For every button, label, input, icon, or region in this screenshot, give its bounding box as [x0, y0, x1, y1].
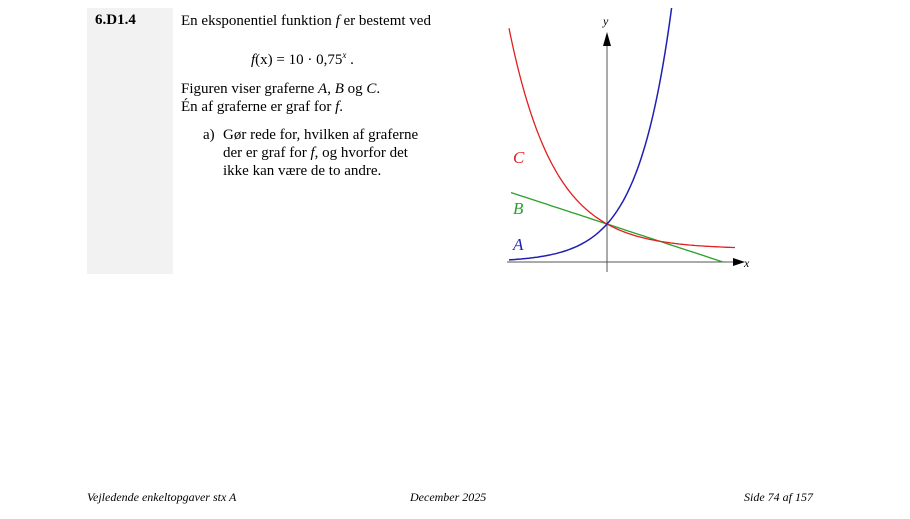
subquestion-label: a) — [203, 127, 215, 143]
function-formula: $f(x) = 10 \cdot 0,75^x$ . — [251, 50, 354, 68]
series-line-a — [509, 8, 715, 260]
task-text — [181, 12, 481, 179]
footer-page-number: Side 74 af 157 — [744, 490, 813, 504]
task-intro: En eksponentiel funktion f er bestemt ved — [181, 13, 431, 29]
task-id-column — [87, 8, 173, 274]
y-axis-label: y — [603, 14, 609, 28]
y-axis-arrow — [603, 32, 611, 46]
series-label-c: C — [513, 148, 525, 167]
x-axis-label: x — [744, 256, 750, 270]
series-line-c — [509, 28, 735, 247]
figure-description: Figuren viser graferne A, B og C. Én af graferne er graf for f. — [181, 81, 381, 115]
graph-figure — [495, 8, 760, 278]
series-line-b — [511, 193, 723, 262]
footer-date: December 2025 — [410, 490, 487, 504]
series-label-a: A — [513, 235, 524, 254]
task-id: 6.D1.4 — [95, 12, 136, 28]
footer-title: Vejledende enkeltopgaver stx A — [87, 490, 237, 504]
subquestion-a: a) Gør rede for, hvilken af graferne der er graf for f, og hvorfor det ikke kan være de to andre. — [203, 127, 419, 179]
series-label-b: B — [513, 199, 524, 218]
